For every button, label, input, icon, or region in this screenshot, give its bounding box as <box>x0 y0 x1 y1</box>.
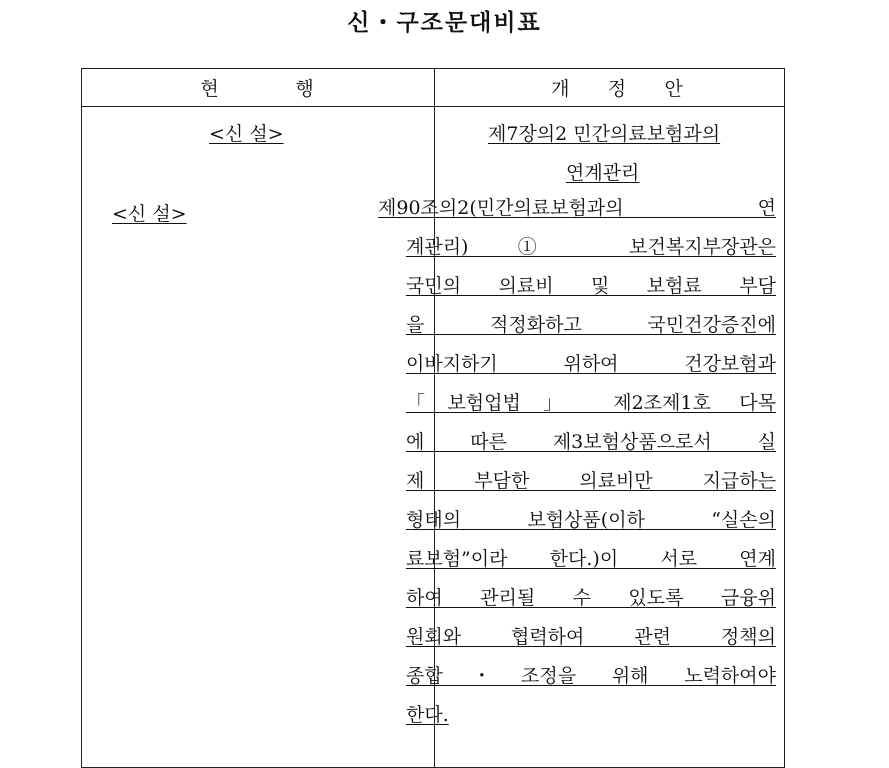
article-line-1: 제90조의2(민간의료보험과의 연 <box>378 197 776 219</box>
header-current-char-1: 현 <box>200 78 219 100</box>
article-line-8: 제 부담한 의료비만 지급하는 <box>406 470 776 492</box>
article-line-9: 형태의 보험상품(이하 “실손의 <box>406 509 776 531</box>
article-line-10: 료보험”이라 한다.)이 서로 연계 <box>406 548 776 570</box>
left-new-label-1: <신 설> <box>209 123 284 145</box>
header-current <box>162 74 352 102</box>
article-line-5: 이바지하기 위하여 건강보험과 <box>406 353 776 375</box>
header-current-char-2: 행 <box>295 78 314 100</box>
article-line-3: 국민의 의료비 및 보험료 부담 <box>406 275 776 297</box>
header-divider <box>82 106 784 107</box>
article-line-4: 을 적정화하고 국민건강증진에 <box>406 314 776 336</box>
article-line-2: 계관리) ① 보건복지부장관은 <box>406 236 776 258</box>
chapter-heading-line-1: 제7장의2 민간의료보험과의 <box>488 123 721 145</box>
header-proposed-char-2: 정 <box>607 78 627 100</box>
article-line-11: 하여 관리될 수 있도록 금융위 <box>406 587 776 609</box>
header-proposed-char-3: 안 <box>664 78 683 100</box>
article-line-7: 에 따른 제3보험상품으로서 실 <box>406 431 776 453</box>
left-new-label-2: <신 설> <box>112 203 187 225</box>
article-line-12: 원회와 협력하여 관련 정책의 <box>406 626 776 648</box>
header-proposed-char-1: 개 <box>551 78 570 100</box>
article-line-14: 한다. <box>406 704 449 726</box>
article-line-6: 「보험업법」 제2조제1호 다목 <box>406 392 776 414</box>
header-proposed <box>532 74 702 102</box>
article-line-13: 종합・조정을 위해 노력하여야 <box>406 665 776 687</box>
chapter-heading-line-2: 연계관리 <box>566 162 640 184</box>
page-title: 신・구조문대비표 <box>347 10 542 36</box>
